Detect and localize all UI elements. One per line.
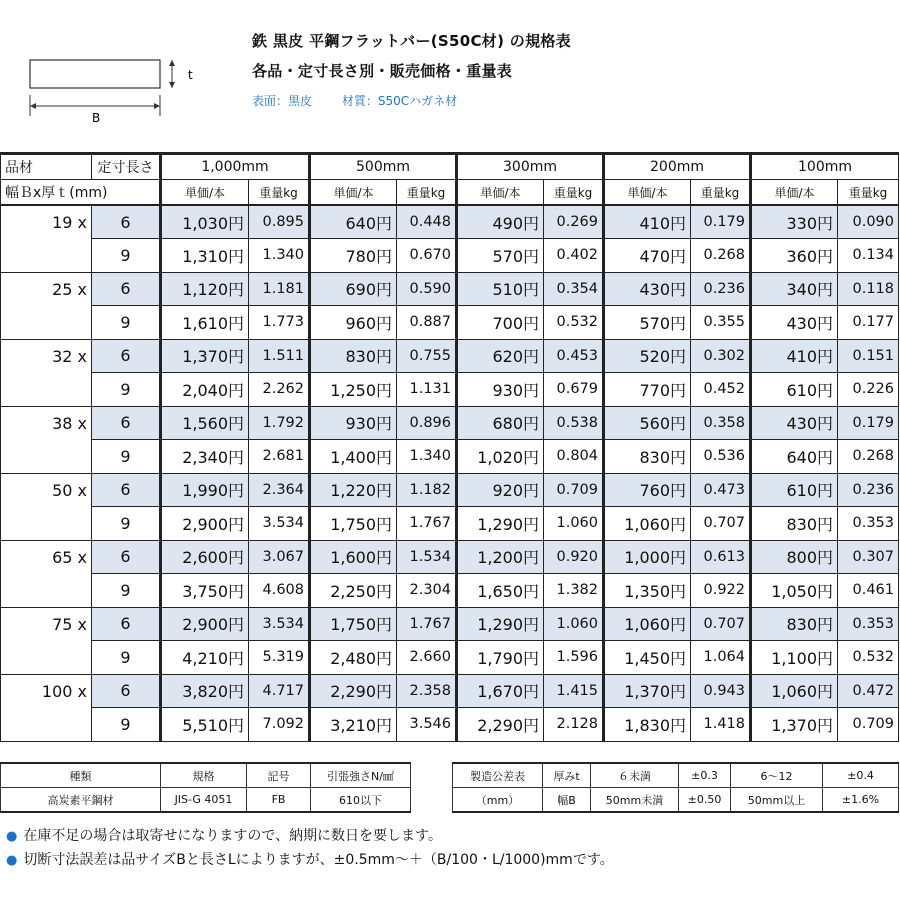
weight-cell: 0.538 [544, 406, 604, 440]
price-cell: 780円 [310, 239, 397, 273]
price-cell: 470円 [604, 239, 691, 273]
header-price: 単価/本 [310, 180, 397, 206]
width-cell [1, 507, 92, 541]
width-cell [1, 708, 92, 742]
thickness-cell: 9 [92, 708, 161, 742]
thickness-cell: 6 [92, 205, 161, 239]
weight-cell: 1.340 [397, 440, 457, 474]
table-row [1, 574, 899, 608]
note-text: 在庫不足の場合は取寄せになりますので、納期に数日を要します。 [23, 828, 442, 844]
table-row [1, 708, 899, 742]
price-cell: 690円 [310, 272, 397, 306]
price-cell: 430円 [751, 306, 838, 340]
price-cell: 2,900円 [161, 607, 249, 641]
thickness-cond1: ６未満 [591, 763, 679, 788]
spec-table [0, 762, 411, 813]
header-weight: 重量kg [397, 180, 457, 206]
weight-cell: 7.092 [249, 708, 310, 742]
weight-cell: 0.453 [544, 339, 604, 373]
thickness-cell: 9 [92, 373, 161, 407]
weight-cell: 0.236 [691, 272, 751, 306]
thickness-label: 厚みt [543, 763, 591, 788]
weight-cell: 0.226 [838, 373, 899, 407]
weight-cell: 1.511 [249, 339, 310, 373]
weight-cell: 0.269 [544, 205, 604, 239]
weight-cell: 3.534 [249, 607, 310, 641]
price-cell: 2,900円 [161, 507, 249, 541]
price-cell: 1,310円 [161, 239, 249, 273]
price-cell: 1,400円 [310, 440, 397, 474]
weight-cell: 0.536 [691, 440, 751, 474]
price-cell: 640円 [310, 205, 397, 239]
weight-cell: 0.353 [838, 507, 899, 541]
spec-standard: JIS-G 4051 [161, 788, 247, 813]
price-cell: 3,820円 [161, 674, 249, 708]
weight-cell: 0.177 [838, 306, 899, 340]
price-cell: 610円 [751, 473, 838, 507]
price-cell: 410円 [751, 339, 838, 373]
thickness-cell: 9 [92, 507, 161, 541]
price-cell: 960円 [310, 306, 397, 340]
tolerance-table [452, 762, 899, 813]
weight-cell: 0.118 [838, 272, 899, 306]
header-weight: 重量kg [838, 180, 899, 206]
thickness-cell: 9 [92, 641, 161, 675]
price-cell: 930円 [457, 373, 544, 407]
spec-type: 高炭素平鋼材 [1, 788, 161, 813]
weight-cell: 2.262 [249, 373, 310, 407]
width-cell [1, 373, 92, 407]
price-cell: 1,450円 [604, 641, 691, 675]
table-row [1, 674, 899, 708]
material-info [252, 92, 483, 109]
width-cell [1, 641, 92, 675]
price-cell: 680円 [457, 406, 544, 440]
width-arrow-right [154, 103, 160, 109]
weight-cell: 1.060 [544, 507, 604, 541]
weight-cell: 0.670 [397, 239, 457, 273]
page-title: 鉄 黒皮 平鋼フラットバー(S50C材) の規格表 [252, 32, 571, 50]
thickness-cell: 6 [92, 272, 161, 306]
price-cell: 1,560円 [161, 406, 249, 440]
price-cell: 2,340円 [161, 440, 249, 474]
table-row [1, 540, 899, 574]
note-item [6, 848, 614, 872]
bullet-icon: ● [6, 853, 18, 868]
weight-cell: 1.767 [397, 507, 457, 541]
header-length-300: 300mm [457, 154, 604, 180]
weight-cell: 1.415 [544, 674, 604, 708]
header-price: 単価/本 [604, 180, 691, 206]
weight-cell: 3.546 [397, 708, 457, 742]
thickness-cond2: 6〜12 [731, 763, 823, 788]
thickness-cell: 6 [92, 473, 161, 507]
weight-cell: 0.590 [397, 272, 457, 306]
spec-header-type: 種類 [1, 763, 161, 788]
price-cell: 490円 [457, 205, 544, 239]
thickness-cell: 9 [92, 239, 161, 273]
weight-cell: 1.182 [397, 473, 457, 507]
weight-cell: 5.319 [249, 641, 310, 675]
spec-header-standard: 規格 [161, 763, 247, 788]
table-row [1, 272, 899, 306]
price-cell: 1,000円 [604, 540, 691, 574]
table-row [1, 406, 899, 440]
weight-cell: 0.922 [691, 574, 751, 608]
price-cell: 1,650円 [457, 574, 544, 608]
weight-cell: 0.302 [691, 339, 751, 373]
width-label: 幅B [543, 788, 591, 813]
weight-cell: 0.472 [838, 674, 899, 708]
price-cell: 360円 [751, 239, 838, 273]
weight-cell: 1.773 [249, 306, 310, 340]
price-cell: 700円 [457, 306, 544, 340]
table-row [1, 339, 899, 373]
weight-cell: 1.340 [249, 239, 310, 273]
price-cell: 1,830円 [604, 708, 691, 742]
header-weight: 重量kg [691, 180, 751, 206]
price-cell: 1,030円 [161, 205, 249, 239]
material-label: 材質：S50Cハガネ材 [341, 94, 458, 108]
price-cell: 2,480円 [310, 641, 397, 675]
price-cell: 2,290円 [310, 674, 397, 708]
width-cell: 75 x [1, 607, 92, 641]
weight-cell: 0.452 [691, 373, 751, 407]
price-cell: 520円 [604, 339, 691, 373]
tolerance-title: 製造公差表 [453, 763, 543, 788]
price-cell: 2,600円 [161, 540, 249, 574]
header-length: 定寸長さ [92, 154, 161, 180]
width-cell: 100 x [1, 674, 92, 708]
weight-cell: 0.355 [691, 306, 751, 340]
price-cell: 1,990円 [161, 473, 249, 507]
weight-cell: 0.473 [691, 473, 751, 507]
price-cell: 340円 [751, 272, 838, 306]
table-row [1, 473, 899, 507]
header-price: 単価/本 [751, 180, 838, 206]
weight-cell: 1.792 [249, 406, 310, 440]
price-cell: 800円 [751, 540, 838, 574]
price-cell: 430円 [604, 272, 691, 306]
weight-cell: 0.236 [838, 473, 899, 507]
weight-cell: 0.709 [838, 708, 899, 742]
spec-header-tensile: 引張強さN/㎟ [311, 763, 411, 788]
weight-cell: 0.613 [691, 540, 751, 574]
table-row [1, 607, 899, 641]
price-cell: 830円 [751, 607, 838, 641]
price-cell: 1,370円 [161, 339, 249, 373]
width-cell [1, 239, 92, 273]
weight-cell: 4.717 [249, 674, 310, 708]
width-cell: 19 x [1, 205, 92, 239]
weight-cell: 0.679 [544, 373, 604, 407]
width-cond2: 50mm以上 [731, 788, 823, 813]
weight-cell: 1.181 [249, 272, 310, 306]
thickness-tol1: ±0.3 [679, 763, 731, 788]
surface-label: 表面：黒皮 [252, 94, 313, 108]
header-length-500: 500mm [310, 154, 457, 180]
price-cell: 1,120円 [161, 272, 249, 306]
price-cell: 770円 [604, 373, 691, 407]
bar-cross-section [30, 60, 160, 88]
thickness-cell: 9 [92, 306, 161, 340]
weight-cell: 0.532 [838, 641, 899, 675]
price-cell: 410円 [604, 205, 691, 239]
note-item [6, 824, 614, 848]
weight-cell: 1.382 [544, 574, 604, 608]
header-length-100: 100mm [751, 154, 899, 180]
weight-cell: 0.268 [838, 440, 899, 474]
weight-cell: 3.534 [249, 507, 310, 541]
price-cell: 560円 [604, 406, 691, 440]
spec-tensile: 610以下 [311, 788, 411, 813]
price-cell: 1,290円 [457, 607, 544, 641]
thickness-cell: 6 [92, 406, 161, 440]
price-cell: 510円 [457, 272, 544, 306]
notes [6, 824, 614, 872]
price-cell: 830円 [751, 507, 838, 541]
header-item: 品材 [1, 154, 92, 180]
width-cell: 65 x [1, 540, 92, 574]
note-text: 切断寸法誤差は品サイズBと長さLによりますが、±0.5mm〜＋（B/100・L/1000)mmです。 [23, 852, 614, 868]
width-cell [1, 306, 92, 340]
price-cell: 1,200円 [457, 540, 544, 574]
price-cell: 3,210円 [310, 708, 397, 742]
table-row [1, 205, 899, 239]
weight-cell: 1.418 [691, 708, 751, 742]
thickness-arrow-bottom [169, 82, 175, 88]
price-cell: 430円 [751, 406, 838, 440]
width-cell [1, 440, 92, 474]
page-subtitle: 各品・定寸長さ別・販売価格・重量表 [252, 62, 513, 80]
width-cond1: 50mm未満 [591, 788, 679, 813]
weight-cell: 0.354 [544, 272, 604, 306]
weight-cell: 0.896 [397, 406, 457, 440]
header-length-1000: 1,000mm [161, 154, 310, 180]
weight-cell: 0.358 [691, 406, 751, 440]
price-cell: 1,050円 [751, 574, 838, 608]
weight-cell: 1.534 [397, 540, 457, 574]
weight-cell: 1.131 [397, 373, 457, 407]
weight-cell: 0.943 [691, 674, 751, 708]
price-cell: 1,060円 [751, 674, 838, 708]
price-cell: 920円 [457, 473, 544, 507]
thickness-cell: 6 [92, 339, 161, 373]
price-cell: 830円 [604, 440, 691, 474]
weight-cell: 0.402 [544, 239, 604, 273]
price-cell: 620円 [457, 339, 544, 373]
weight-cell: 0.353 [838, 607, 899, 641]
price-cell: 1,100円 [751, 641, 838, 675]
thickness-cell: 9 [92, 440, 161, 474]
table-row [1, 239, 899, 273]
width-cell: 25 x [1, 272, 92, 306]
price-cell: 760円 [604, 473, 691, 507]
price-cell: 930円 [310, 406, 397, 440]
price-cell: 1,750円 [310, 607, 397, 641]
weight-cell: 0.709 [544, 473, 604, 507]
spec-header-symbol: 記号 [247, 763, 311, 788]
weight-cell: 0.920 [544, 540, 604, 574]
weight-cell: 0.448 [397, 205, 457, 239]
price-cell: 5,510円 [161, 708, 249, 742]
price-cell: 570円 [604, 306, 691, 340]
table-row [1, 641, 899, 675]
price-cell: 640円 [751, 440, 838, 474]
width-cell [1, 574, 92, 608]
weight-cell: 0.707 [691, 507, 751, 541]
price-cell: 1,670円 [457, 674, 544, 708]
table-row [1, 507, 899, 541]
weight-cell: 0.179 [691, 205, 751, 239]
width-arrow-left [30, 103, 36, 109]
price-cell: 1,250円 [310, 373, 397, 407]
price-cell: 830円 [310, 339, 397, 373]
price-cell: 1,790円 [457, 641, 544, 675]
price-cell: 610円 [751, 373, 838, 407]
width-label: B [92, 111, 101, 125]
price-cell: 1,020円 [457, 440, 544, 474]
weight-cell: 0.804 [544, 440, 604, 474]
spec-symbol: FB [247, 788, 311, 813]
flat-bar-diagram [22, 50, 212, 130]
thickness-arrow-top [169, 60, 175, 66]
header-price: 単価/本 [457, 180, 544, 206]
price-cell: 1,750円 [310, 507, 397, 541]
weight-cell: 2.681 [249, 440, 310, 474]
weight-cell: 2.660 [397, 641, 457, 675]
price-cell: 1,220円 [310, 473, 397, 507]
weight-cell: 4.608 [249, 574, 310, 608]
width-cell: 38 x [1, 406, 92, 440]
header-weight: 重量kg [544, 180, 604, 206]
price-cell: 1,600円 [310, 540, 397, 574]
weight-cell: 1.060 [544, 607, 604, 641]
weight-cell: 2.364 [249, 473, 310, 507]
tolerance-unit: （mm） [453, 788, 543, 813]
width-tol2: ±1.6% [823, 788, 899, 813]
price-cell: 1,350円 [604, 574, 691, 608]
weight-cell: 0.755 [397, 339, 457, 373]
width-cell: 32 x [1, 339, 92, 373]
header-length-200: 200mm [604, 154, 751, 180]
weight-cell: 2.128 [544, 708, 604, 742]
header-price: 単価/本 [161, 180, 249, 206]
weight-cell: 0.707 [691, 607, 751, 641]
weight-cell: 0.151 [838, 339, 899, 373]
weight-cell: 1.596 [544, 641, 604, 675]
table-row [1, 373, 899, 407]
price-cell: 2,290円 [457, 708, 544, 742]
weight-cell: 3.067 [249, 540, 310, 574]
weight-cell: 0.134 [838, 239, 899, 273]
header-weight: 重量kg [249, 180, 310, 206]
price-cell: 1,370円 [604, 674, 691, 708]
bullet-icon: ● [6, 829, 18, 844]
thickness-cell: 6 [92, 674, 161, 708]
price-cell: 1,060円 [604, 607, 691, 641]
weight-cell: 1.767 [397, 607, 457, 641]
price-cell: 2,250円 [310, 574, 397, 608]
price-cell: 330円 [751, 205, 838, 239]
price-cell: 570円 [457, 239, 544, 273]
thickness-cell: 6 [92, 607, 161, 641]
weight-cell: 0.307 [838, 540, 899, 574]
thickness-cell: 9 [92, 574, 161, 608]
weight-cell: 1.064 [691, 641, 751, 675]
weight-cell: 0.895 [249, 205, 310, 239]
price-cell: 1,060円 [604, 507, 691, 541]
table-row [1, 306, 899, 340]
price-cell: 1,610円 [161, 306, 249, 340]
weight-cell: 0.532 [544, 306, 604, 340]
width-cell: 50 x [1, 473, 92, 507]
weight-cell: 2.358 [397, 674, 457, 708]
price-cell: 3,750円 [161, 574, 249, 608]
thickness-cell: 6 [92, 540, 161, 574]
width-tol1: ±0.50 [679, 788, 731, 813]
thickness-label: t [188, 68, 193, 82]
weight-cell: 0.090 [838, 205, 899, 239]
weight-cell: 2.304 [397, 574, 457, 608]
weight-cell: 0.887 [397, 306, 457, 340]
price-cell: 1,370円 [751, 708, 838, 742]
weight-cell: 0.268 [691, 239, 751, 273]
weight-cell: 0.461 [838, 574, 899, 608]
header-size: 幅Ｂx厚ｔ(mm) [1, 180, 161, 206]
price-cell: 2,040円 [161, 373, 249, 407]
table-row [1, 440, 899, 474]
thickness-tol2: ±0.4 [823, 763, 899, 788]
price-weight-table [0, 152, 899, 742]
weight-cell: 0.179 [838, 406, 899, 440]
price-cell: 4,210円 [161, 641, 249, 675]
price-cell: 1,290円 [457, 507, 544, 541]
